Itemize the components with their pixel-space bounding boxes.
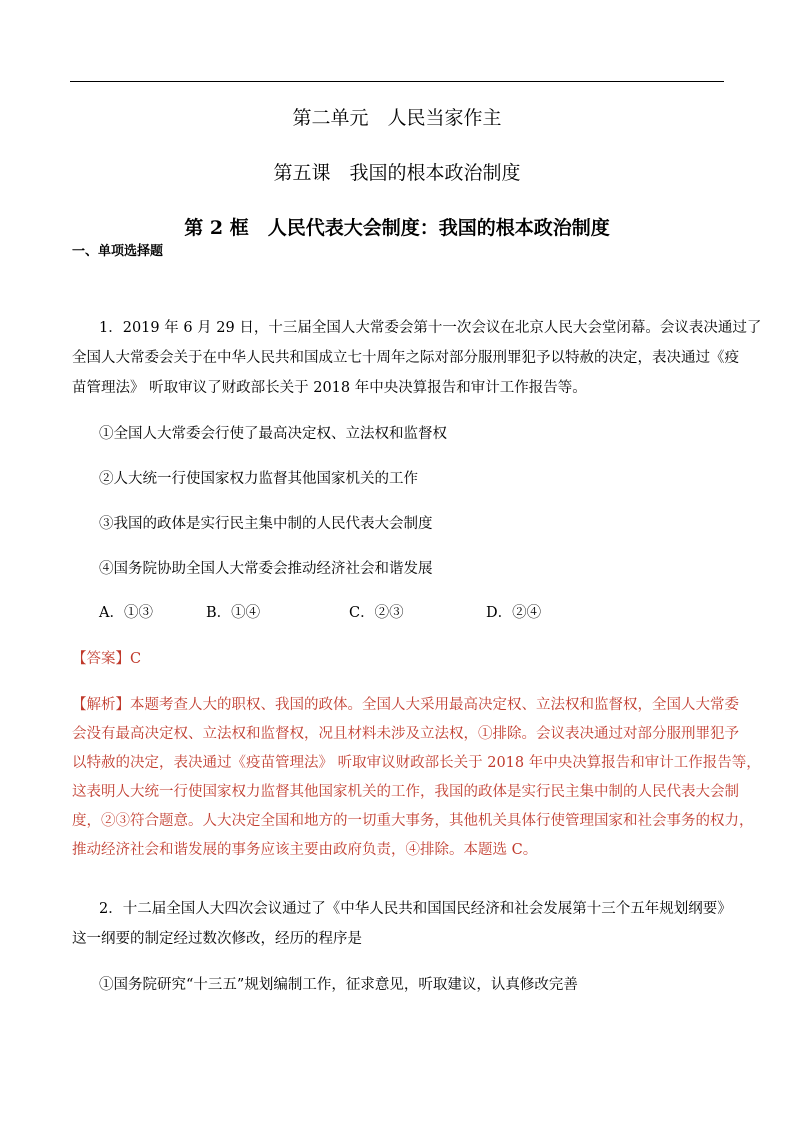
stem-line: 2．十二届全国人大四次会议通过了《中华人民共和国国民经济和社会发展第十三个五年规划纲要》 — [99, 901, 732, 917]
analysis-line: 度，②③符合题意。人大决定全国和地方的一切重大事务，其他机关具体行使管理国家和社会事务的权力， — [72, 813, 754, 829]
stem-line: 这一纲要的制定经过数次修改，经历的程序是 — [72, 931, 362, 947]
choice-c: C．②③ — [349, 605, 404, 621]
choice-b: B．①④ — [206, 605, 261, 621]
statement-2: ②人大统一行使国家权力监督其他国家机关的工作 — [99, 471, 418, 487]
statement-1: ①全国人大常委会行使了最高决定权、立法权和监督权 — [99, 426, 447, 442]
lesson-title: 第五课 我国的根本政治制度 — [273, 162, 521, 184]
question-2-stem — [72, 894, 732, 954]
statement-3: ③我国的政体是实行民主集中制的人民代表大会制度 — [99, 516, 433, 532]
analysis-block — [72, 691, 761, 865]
analysis-line: 以特赦的决定，表决通过《疫苗管理法》 听取审议财政部长关于 2018 年中央决算报告和审计工作报告等， — [72, 755, 761, 771]
analysis-line — [72, 691, 739, 720]
question-1-stem — [72, 313, 762, 403]
answer-label: 【答案】 — [72, 651, 130, 667]
answer-value: C — [130, 651, 142, 667]
question-type-heading: 一、单项选择题 — [72, 244, 164, 259]
choice-a: A．①③ — [99, 605, 153, 621]
analysis-text: 本题考查人大的职权、我国的政体。全国人大采用最高决定权、立法权和监督权，全国人大常委 — [130, 697, 739, 713]
stem-line: 苗管理法》 听取审议了财政部长关于 2018 年中央决算报告和审计工作报告等。 — [72, 380, 587, 396]
question-2-statement-1: ①国务院研究“十三五”规划编制工作，征求意见，听取建议，认真修改完善 — [99, 977, 578, 993]
analysis-line: 会没有最高决定权、立法权和监督权，况且材料未涉及立法权，①排除。会议表决通过对部分服刑罪犯予 — [72, 726, 739, 742]
unit-title: 第二单元 人民当家作主 — [292, 107, 502, 129]
choice-d: D．②④ — [486, 605, 542, 621]
analysis-line: 推动经济社会和谐发展的事务应该主要由政府负责，④排除。本题选 C。 — [72, 842, 538, 858]
header-rule — [70, 81, 724, 82]
section-title: 第 2 框 人民代表大会制度：我国的根本政治制度 — [184, 217, 610, 239]
analysis-line: 这表明人大统一行使国家权力监督其他国家机关的工作，我国的政体是实行民主集中制的人民代表大会制 — [72, 784, 739, 800]
statement-4: ④国务院协助全国人大常委会推动经济社会和谐发展 — [99, 561, 433, 577]
analysis-label: 【解析】 — [72, 697, 130, 713]
stem-line: 全国人大常委会关于在中华人民共和国成立七十周年之际对部分服刑罪犯予以特赦的决定，表决通过《疫 — [72, 350, 739, 366]
answer-line — [72, 649, 141, 669]
stem-line: 1．2019 年 6 月 29 日，十三届全国人大常委会第十一次会议在北京人民大会堂闭幕。会议表决通过了 — [99, 320, 762, 336]
